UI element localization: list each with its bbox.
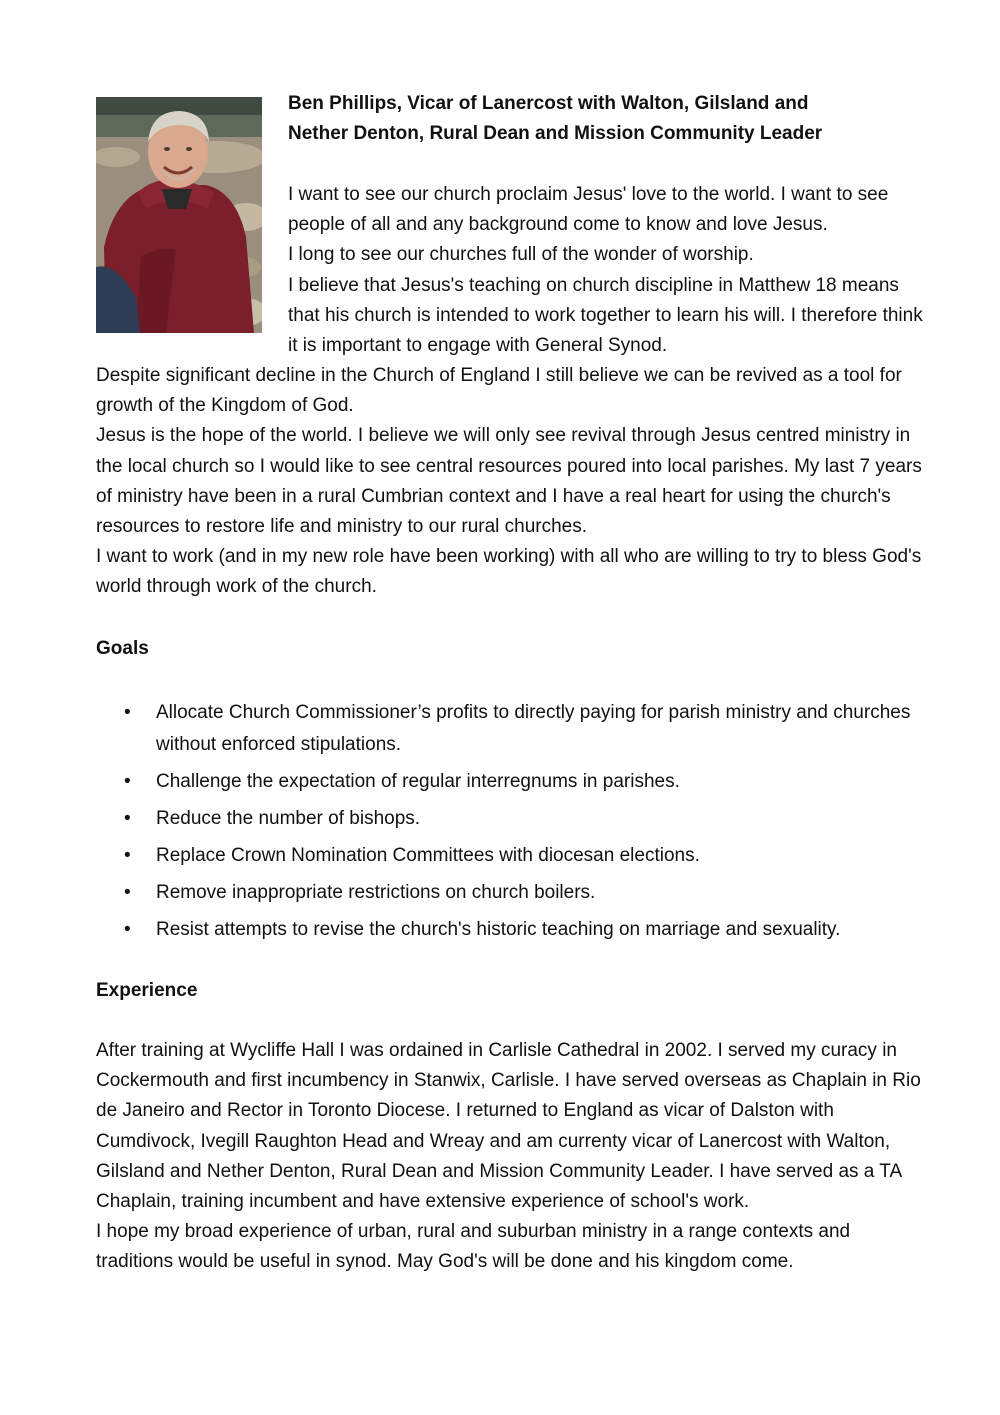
goal-item	[96, 877, 926, 909]
goal-text: Allocate Church Commissioner’s profits to directly paying for parish ministry and churches without enforced stipulations.	[156, 702, 911, 755]
intro-paragraph-1: I want to see our church proclaim Jesus' love to the world. I want to see people of all and any background come to know and love Jesus.	[288, 184, 889, 236]
statement-text	[96, 361, 926, 603]
title-line-2: Nether Denton, Rural Dean and Mission Community Leader	[288, 123, 823, 144]
experience-text	[96, 1036, 926, 1278]
bullet-icon: •	[124, 771, 131, 792]
bullet-icon: •	[124, 808, 131, 829]
goal-text: Reduce the number of bishops.	[156, 808, 421, 829]
experience-paragraph-2: I hope my broad experience of urban, rural and suburban ministry in a range contexts and traditions would be useful in synod. May God's will be done and his kingdom come.	[96, 1221, 851, 1273]
statement-paragraph-3: I want to work (and in my new role have been working) with all who are willing to try to bless God's world through work of the church.	[96, 546, 922, 598]
bullet-icon: •	[124, 919, 131, 940]
goal-item	[96, 766, 926, 798]
goal-item	[96, 914, 926, 946]
goal-text: Remove inappropriate restrictions on church boilers.	[156, 882, 596, 903]
bullet-icon: •	[124, 882, 131, 903]
portrait-icon	[96, 97, 262, 333]
goal-item	[96, 803, 926, 835]
portrait-photo	[96, 97, 262, 333]
intro-text	[288, 180, 928, 361]
goal-text: Challenge the expectation of regular interregnums in parishes.	[156, 771, 680, 792]
goals-list	[96, 697, 926, 951]
candidate-title	[288, 89, 928, 149]
goal-text: Resist attempts to revise the church's historic teaching on marriage and sexuality.	[156, 919, 841, 940]
statement-paragraph-1: Despite significant decline in the Church of England I still believe we can be revived as a tool for growth of the Kingdom of God.	[96, 365, 902, 417]
goal-text: Replace Crown Nomination Committees with diocesan elections.	[156, 845, 700, 866]
experience-paragraph-1: After training at Wycliffe Hall I was ordained in Carlisle Cathedral in 2002. I served my curacy in Cockermouth and first incumbency in Stanwix, Carlisle. I have served overseas as Chaplain in Rio de Janeiro and Rector in Toronto Diocese. I returned to England as vicar of Dalston with Cumdivock, Ivegill Raughton Head and Wreay and am currenty vicar of Lanercost with Walton, Gilsland and Nether Denton, Rural Dean and Mission Community Leader. I have served as a TA Chaplain, training incumbent and have extensive experience of school's work.	[96, 1040, 921, 1213]
experience-heading: Experience	[96, 980, 198, 1001]
title-line-1: Ben Phillips, Vicar of Lanercost with Walton, Gilsland and	[288, 93, 809, 114]
bullet-icon: •	[124, 702, 131, 723]
goals-heading: Goals	[96, 638, 149, 659]
statement-paragraph-2: Jesus is the hope of the world. I believe we will only see revival through Jesus centred ministry in the local church so I would like to see central resources poured into local parishes. My last 7 years of ministry have been in a rural Cumbrian context and I have a real heart for using the church's resources to restore life and ministry to our rural churches.	[96, 425, 922, 538]
intro-paragraph-2: I long to see our churches full of the wonder of worship.	[288, 244, 754, 266]
goal-item	[96, 840, 926, 872]
bullet-icon: •	[124, 845, 131, 866]
intro-paragraph-3: I believe that Jesus's teaching on church discipline in Matthew 18 means that his church is intended to work together to learn his will. I therefore think it is important to engage with General Synod.	[288, 274, 923, 357]
goal-item	[96, 697, 926, 761]
